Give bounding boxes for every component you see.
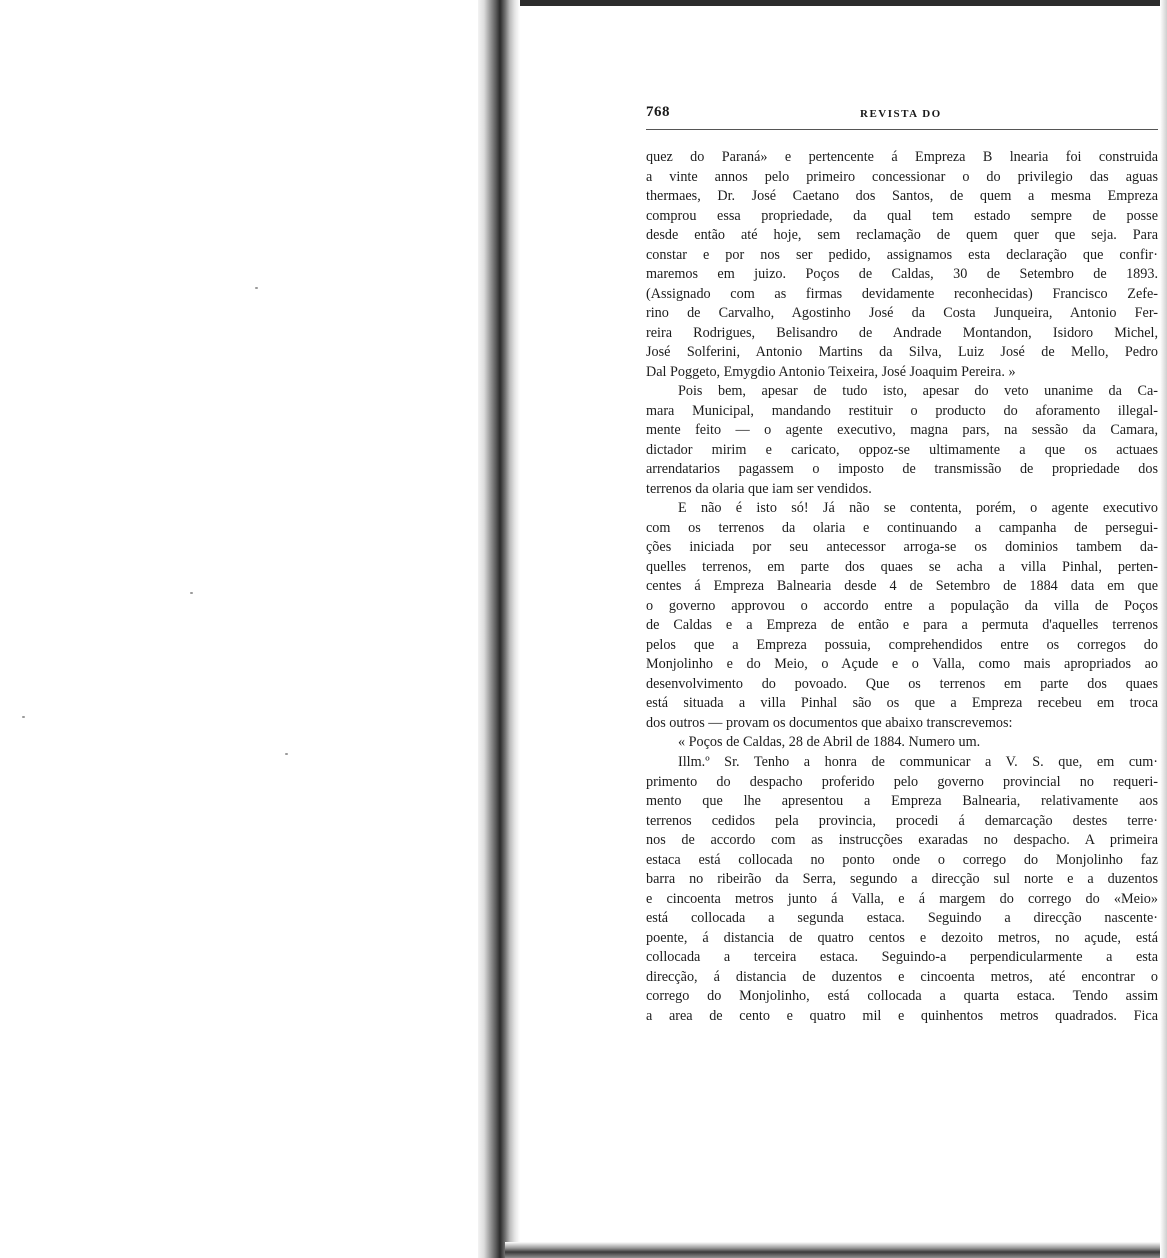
text-line: arrendatarios pagassem o imposto de transmissão de propriedade dos: [646, 461, 1158, 478]
page-right-edge: [1160, 0, 1167, 1258]
text-line: comprou essa propriedade, da qual tem estado sempre de posse: [646, 207, 1158, 224]
page-number: 768: [646, 104, 670, 120]
text-line: mento que lhe apresentou a Empreza Balnearia, relativamente aos: [646, 793, 1158, 810]
text-line: e cincoenta metros junto á Valla, e á margem do corrego do «Meio»: [646, 890, 1158, 907]
running-head: REVISTA DO: [860, 108, 942, 120]
text-line: mente feito — o agente executivo, magna pars, na sessão da Camara,: [646, 422, 1158, 439]
text-line: está situada a villa Pinhal são os que a Empreza recebeu em troca: [646, 695, 1158, 712]
book-gutter: [478, 0, 520, 1258]
text-line: Dal Poggeto, Emygdio Antonio Teixeira, José Joaquim Pereira. »: [646, 363, 1016, 380]
text-line: terrenos da olaria que iam ser vendidos.: [646, 480, 872, 497]
paper-speck: [22, 716, 25, 718]
text-line: desenvolvimento do povoado. Que os terrenos em parte dos quaes: [646, 675, 1158, 692]
text-line: quelles terrenos, em parte dos quaes se acha a villa Pinhal, perten-: [646, 558, 1158, 575]
text-line: quez do Paraná» e pertencente á Empreza B lnearia foi construida: [646, 149, 1158, 165]
text-line: maremos em juizo. Poços de Caldas, 30 de Setembro de 1893.: [646, 266, 1158, 283]
paper-speck: [190, 592, 193, 594]
text-line: de Caldas e a Empreza de então e para a permuta d'aquelles terrenos: [646, 617, 1158, 634]
paper-speck: [255, 287, 258, 289]
text-line: reira Rodrigues, Belisandro de Andrade Montandon, Isidoro Michel,: [646, 324, 1158, 341]
text-line: desde então até hoje, sem reclamação de quem quer que seja. Para: [646, 227, 1158, 244]
text-line: Monjolinho e do Meio, o Açude e o Valla, como mais apropriados ao: [646, 656, 1158, 673]
text-line: primento do despacho proferido pelo governo provincial no requeri-: [646, 773, 1158, 790]
text-line: José Solferini, Antonio Martins da Silva, Luiz José de Mello, Pedro: [646, 344, 1158, 361]
page-top-shadow: [520, 0, 1167, 6]
page-bottom-shadow: [505, 1242, 1167, 1258]
text-line: (Assignado com as firmas devidamente reconhecidas) Francisco Zefe-: [646, 285, 1158, 302]
text-line: dos outros — provam os documentos que abaixo transcrevemos:: [646, 714, 1013, 731]
text-line: terrenos cedidos pela provincia, procedi á demarcação destes terre·: [646, 812, 1158, 829]
text-line: dictador mirim e caricato, oppoz-se ultimamente a que os actuaes: [646, 441, 1158, 458]
text-line: está collocada a segunda estaca. Seguindo a direcção nascente·: [646, 910, 1158, 927]
text-line: thermaes, Dr. José Caetano dos Santos, de quem a mesma Empreza: [646, 188, 1158, 205]
text-line: mara Municipal, mandando restituir o producto do aforamento illegal-: [646, 402, 1158, 419]
paragraph-start-line: Illm.º Sr. Tenho a honra de communicar a V. S. que, em cum·: [678, 753, 1158, 770]
text-line: direcção, á distancia de duzentos e cincoenta metros, até encontrar o: [646, 968, 1158, 985]
text-line: o governo approvou o accordo entre a população da villa de Poços: [646, 597, 1158, 614]
text-line: nos de accordo com as instrucções exaradas no despacho. A primeira: [646, 832, 1158, 849]
text-line: collocada a terceira estaca. Seguindo-a perpendicularmente a esta: [646, 949, 1158, 966]
text-line: corrego do Monjolinho, está collocada a quarta estaca. Tendo assim: [646, 988, 1158, 1005]
text-line: estaca está collocada no ponto onde o corrego do Monjolinho faz: [646, 851, 1158, 868]
left-blank-page: [0, 0, 478, 1258]
text-line: a vinte annos pelo primeiro concessionar o do privilegio das aguas: [646, 168, 1158, 185]
paper-speck: [285, 753, 288, 755]
paragraph-start-line: Pois bem, apesar de tudo isto, apesar do veto unanime da Ca-: [678, 383, 1158, 400]
text-line: barra no ribeirão da Serra, segundo a direcção sul norte e a duzentos: [646, 871, 1158, 888]
text-line: com os terrenos da olaria e continuando a campanha de persegui-: [646, 519, 1158, 536]
text-line: ções iniciada por seu antecessor arroga-se os dominios tambem da-: [646, 539, 1158, 556]
body-text: [646, 148, 1158, 1026]
header-rule: [646, 129, 1158, 130]
text-line: centes á Empreza Balnearia desde 4 de Setembro de 1884 data em que: [646, 578, 1158, 595]
text-line: a area de cento e quatro mil e quinhentos metros quadrados. Fica: [646, 1007, 1158, 1024]
text-line: pelos que a Empreza possuia, comprehendidos entre os corregos do: [646, 636, 1158, 653]
paragraph-start-line: « Poços de Caldas, 28 de Abril de 1884. Numero um.: [678, 734, 981, 751]
text-line: poente, á distancia de quatro centos e dezoito metros, no açude, está: [646, 929, 1158, 946]
text-line: rino de Carvalho, Agostinho José da Costa Junqueira, Antonio Fer-: [646, 305, 1158, 322]
paragraph-start-line: E não é isto só! Já não se contenta, porém, o agente executivo: [678, 500, 1158, 517]
text-line: constar e por nos ser pedido, assignamos esta declaração que confir·: [646, 246, 1158, 263]
